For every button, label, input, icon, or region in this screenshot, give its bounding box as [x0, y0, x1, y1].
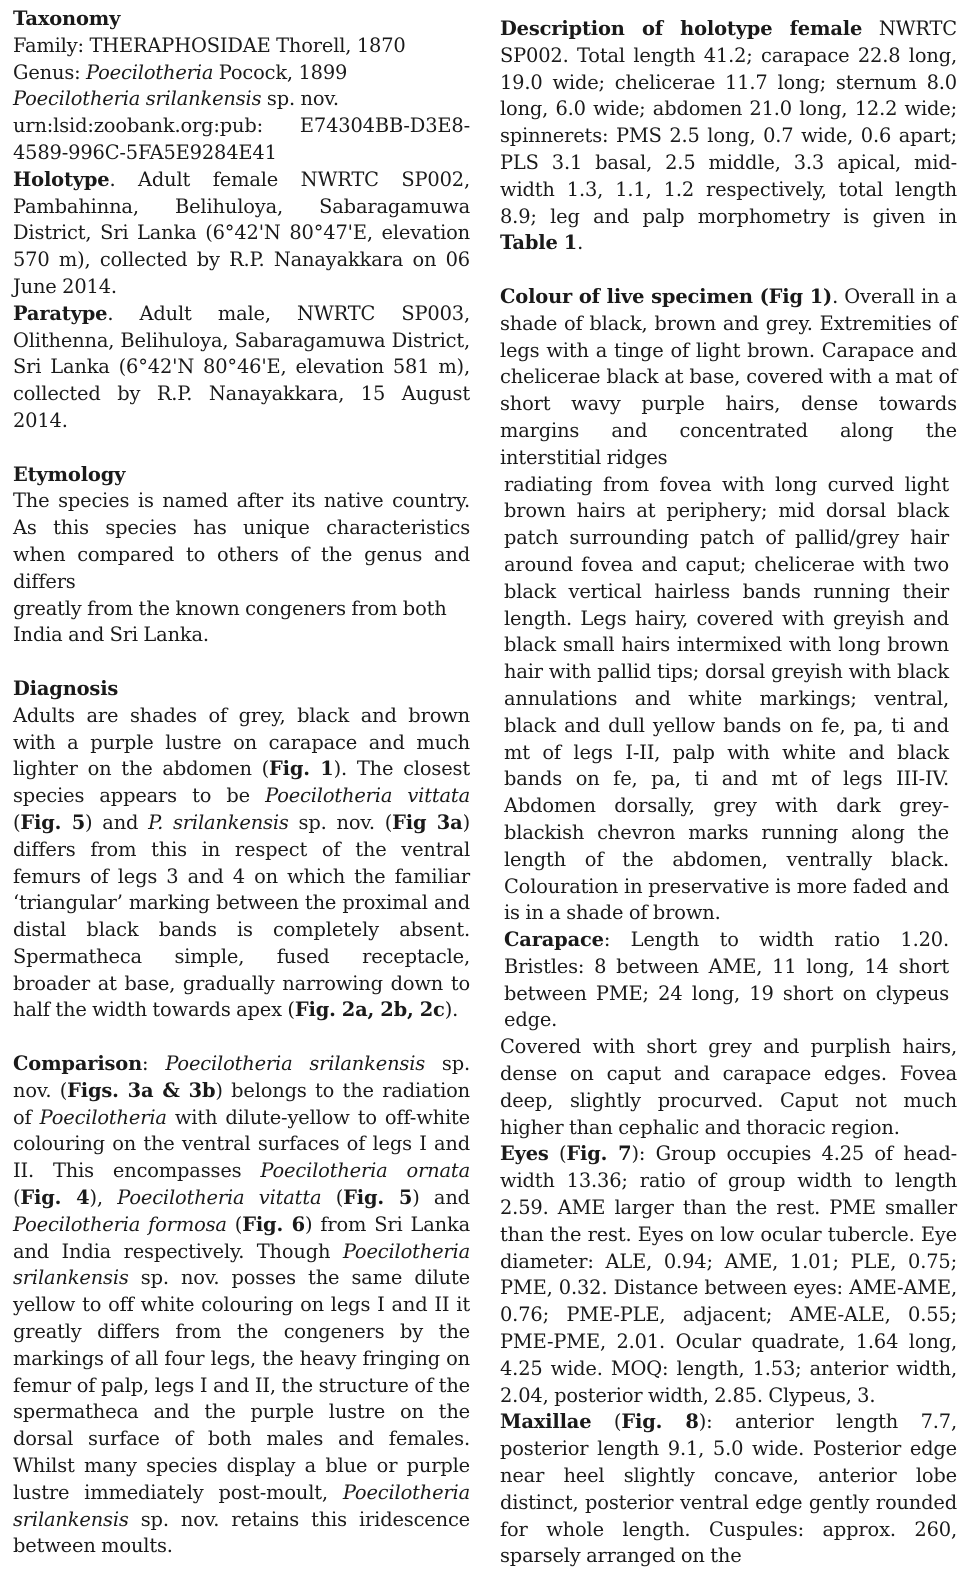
right-column: [500, 16, 957, 1570]
figure-ref: Figs. 3a & 3b: [67, 1078, 216, 1102]
genus-name: Poecilotheria: [86, 60, 214, 84]
comparison-text: ) and: [412, 1186, 470, 1210]
paratype-text: . Adult male, NWRTC SP003, Olithenna, Belihuloya, Sabaragamuwa District, Sri Lanka (6°42'N 80°46'E, elevation 581 m), collected by R.P. Nanayakkara, 15 August 2014.: [13, 301, 470, 432]
maxillae-text: ): anterior length 7.7, posterior length 9.1, 5.0 wide. Posterior edge near heel slightly concave, anterior lobe distinct, posterior ventral edge gently rounded for whole length. Cuspules: approx. 260, sparsely arranged on the: [500, 1410, 958, 1568]
diagnosis-text: ) differs from this in respect of the ventral femurs of legs 3 and 4 on which the familiar ‘triangular’ marking between the proximal and distal black bands is completely absent. Spermatheca simple, fused receptacle, broader at base, gradually narrowing down to half the width towards apex (: [13, 810, 470, 1022]
comparison-text: (: [226, 1212, 243, 1236]
figure-ref: Fig. 4: [20, 1186, 90, 1210]
comparison-text: (: [13, 1186, 21, 1210]
left-column: [13, 6, 470, 1560]
species-name: Poecilotheria vitatta: [117, 1186, 322, 1210]
etymology-text-1: The species is named after its native country. As this species has unique characteristics when compared to others of the genus and differs: [13, 489, 470, 593]
comparison-text: (: [321, 1186, 344, 1210]
carapace-paragraph-continued: Covered with short grey and purplish hairs, dense on caput and carapace edges. Fovea deep, slightly procurved. Caput not much higher than cephalic and thoracic region.: [500, 1035, 957, 1139]
figure-ref: Fig. 5: [20, 810, 86, 834]
comparison-text: ) from Sri Lanka and India respectively. Though: [13, 1212, 470, 1263]
figure-ref: Fig 3a: [392, 810, 463, 834]
description-paragraph: [500, 16, 957, 257]
carapace-paragraph: [500, 927, 957, 1034]
holotype-label: Holotype: [13, 167, 110, 191]
comparison-text: ) belongs to the radiation of: [13, 1078, 470, 1129]
holotype-paragraph: [13, 167, 470, 301]
comparison-label: Comparison: [13, 1052, 143, 1076]
genus-suffix: Pocock, 1899: [213, 60, 348, 84]
paratype-label: Paratype: [13, 301, 108, 325]
eyes-label: Eyes: [500, 1142, 549, 1166]
species-name: P. srilankensis: [148, 810, 289, 834]
eyes-text: ): Group occupies 4.25 of head-width 13.36; ratio of group width to length 2.59. AME larger than the rest. PME smaller than the rest. Eyes on low ocular tubercle. Eye diameter: ALE, 0.94; AME, 1.01; PLE, 0.75; PME, 0.32. Distance between eyes: AME-AME, 0.76; PME-PLE, adjacent; AME-ALE, 0.55; PME-PME, 2.01. Ocular quadrate, 1.64 long, 4.25 wide. MOQ: length, 1.53; anterior width, 2.04, posterior width, 2.85. Clypeus, 3.: [500, 1142, 957, 1407]
maxillae-text: (: [591, 1410, 622, 1434]
colour-paragraph: [500, 284, 957, 472]
description-text: .: [577, 231, 584, 255]
description-text: NWRTC SP002. Total length 41.2; carapace 22.8 long, 19.0 wide; chelicerae 11.7 long; sternum 8.0 long, 6.0 wide; abdomen 21.0 long, 12.2 wide; spinnerets: PMS 2.5 long, 0.7 wide, 0.6 apart; PLS 3.1 basal, 2.5 middle, 3.3 apical, mid-width 1.3, 1.1, 1.2 respectively, total length 8.9; leg and palp morphometry is given in: [500, 17, 957, 228]
species-suffix: sp. nov.: [261, 87, 339, 111]
etymology-heading: Etymology: [13, 462, 126, 486]
figure-ref: Fig. 2a, 2b, 2c: [294, 998, 445, 1022]
genus-prefix: Genus:: [13, 60, 87, 84]
holotype-text: . Adult female NWRTC SP002, Pambahinna, Belihuloya, Sabaragamuwa District, Sri Lanka (6°42'N 80°47'E, elevation 570 m), collected by R.P. Nanayakkara on 06 June 2014.: [13, 167, 470, 298]
species-name: Poecilotheria ornata: [260, 1159, 470, 1183]
comparison-text: sp. nov. posses the same dilute yellow to off white colouring on legs I and II it greatly differs from the congeners by the markings of all four legs, the heavy fringing on femur of palp, legs I and II, the structure of the spermatheca and the purple lustre on the dorsal surface of both males and females. Whilst many species display a blue or purple lustre immediately post-moult,: [13, 1266, 470, 1504]
diagnosis-text: ). The closest species appears to be: [13, 757, 470, 808]
species-name: Poecilotheria srilankensis: [13, 1239, 470, 1290]
comparison-text: sp. nov. retains this iridescence between moults.: [13, 1507, 470, 1558]
diagnosis-text: (: [13, 810, 21, 834]
diagnosis-text: sp. nov. (: [288, 810, 393, 834]
species-name: Poecilotheria srilankensis: [13, 1480, 470, 1531]
colour-paragraph-continued: radiating from fovea with long curved light brown hairs at periphery; mid dorsal black patch surrounding patch of pallid/grey hair around fovea and caput; chelicerae with two black vertical hairless bands running their length. Legs hairy, covered with greyish and black small hairs intermixed with long brown hair with pallid tips; dorsal greyish with black annulations and white markings; ventral, black and dull yellow bands on fe, pa, ti and mt of legs I-II, palp with white and black bands on fe, pa, ti and mt of legs III-IV. Abdomen dorsally, grey with dark grey-blackish chevron marks running along the length of the abdomen, ventrally black. Colouration in preservative is more faded and is in a shade of brown.: [504, 472, 949, 925]
figure-ref: Fig. 5: [343, 1186, 413, 1210]
eyes-text: (: [548, 1142, 567, 1166]
species-name: Poecilotheria srilankensis: [13, 87, 262, 111]
etymology-text-2: greatly from the known congeners from both India and Sri Lanka.: [13, 596, 447, 647]
comparison-paragraph: [13, 1051, 470, 1560]
comparison-text: ),: [89, 1186, 118, 1210]
figure-ref: Fig. 7: [566, 1142, 632, 1166]
diagnosis-heading: Diagnosis: [13, 676, 119, 700]
genus-line: [13, 60, 470, 87]
figure-ref: Fig. 1: [269, 757, 334, 781]
species-name: Poecilotheria srilankensis: [165, 1052, 426, 1076]
diagnosis-paragraph: [13, 703, 470, 1025]
colour-label: Colour of live specimen (Fig 1): [500, 284, 833, 308]
maxillae-label: Maxillae: [500, 1410, 592, 1434]
description-label: Description of holotype female: [500, 17, 863, 40]
lsid-line: urn:lsid:zoobank.org:pub: E74304BB-D3E8-4589-996C-5FA5E9284E41: [13, 114, 470, 164]
diagnosis-text: ) and: [85, 810, 149, 834]
species-name: Poecilotheria vittata: [265, 784, 470, 808]
paratype-paragraph: [13, 301, 470, 435]
colour-text: . Overall in a shade of black, brown and grey. Extremities of legs with a tinge of light brown. Carapace and chelicerae black at base, covered with a mat of short wavy purple hairs, dense towards margins and concentrated along the interstitial ridges: [500, 284, 957, 469]
figure-ref: Fig. 8: [621, 1410, 699, 1434]
taxonomy-heading: Taxonomy: [13, 7, 121, 30]
diagnosis-text: ).: [444, 998, 459, 1022]
family-line: Family: THERAPHOSIDAE Thorell, 1870: [13, 33, 406, 57]
eyes-paragraph: [500, 1141, 957, 1409]
species-name: Poecilotheria formosa: [13, 1212, 227, 1236]
maxillae-paragraph: [500, 1409, 957, 1570]
figure-ref: Fig. 6: [242, 1212, 305, 1236]
species-name: Poecilotheria: [39, 1105, 167, 1129]
carapace-label: Carapace: [504, 928, 604, 952]
carapace-text: : Length to width ratio 1.20. Bristles: 8 between AME, 11 long, 14 short between PME; 24 long, 19 short on clypeus edge.: [504, 928, 949, 1032]
table-ref: Table 1: [500, 231, 578, 255]
species-line: [13, 86, 470, 113]
diagnosis-text: Adults are shades of grey, black and brown with a purple lustre on carapace and much lighter on the abdomen (: [13, 703, 470, 781]
comparison-text: sp. nov. (: [13, 1052, 471, 1102]
comparison-text: with dilute-yellow to off-white colouring on the ventral surfaces of legs I and II. This encompasses: [13, 1105, 470, 1183]
comparison-text: :: [142, 1052, 166, 1076]
